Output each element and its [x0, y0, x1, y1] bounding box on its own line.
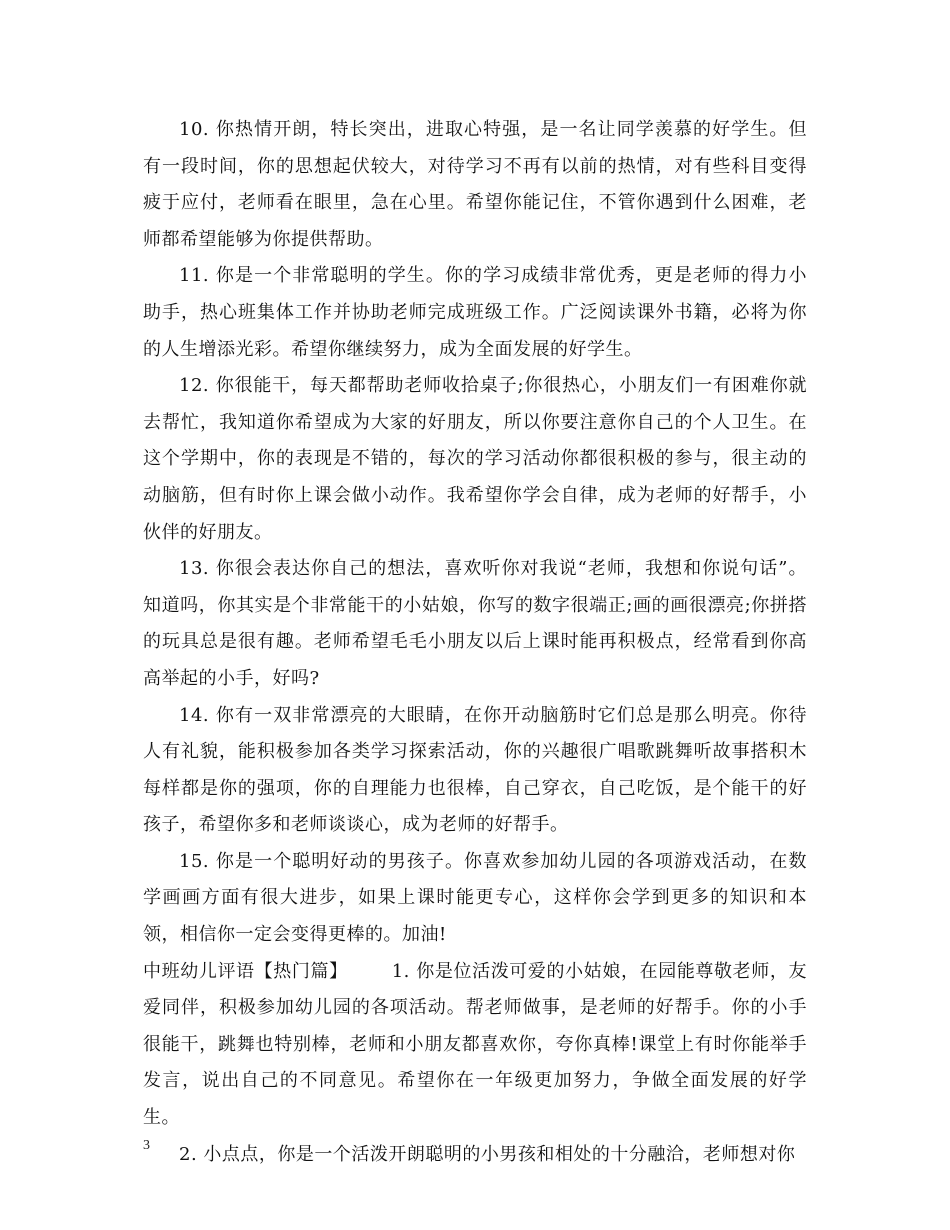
section-item-1: 1. 你是位活泼可爱的小姑娘，在园能尊敬老师，友爱同伴，积极参加幼儿园的各项活动。帮老师做事，是老师的好帮手。你的小手很能干，跳舞也特别棒，老师和小朋友都喜欢你，夸你真棒!课堂上有时你能举手发言，说出自己的不同意见。希望你在一年级更加努力，争做全面发展的好学生。	[143, 960, 807, 1129]
comment-paragraph-15: 15. 你是一个聪明好动的男孩子。你喜欢参加幼儿园的各项游戏活动，在数学画画方面有很大进步，如果上课时能更专心，这样你会学到更多的知识和本领，相信你一定会变得更棒的。加油!	[143, 850, 807, 946]
comment-paragraph-14: 14. 你有一双非常漂亮的大眼睛，在你开动脑筋时它们总是那么明亮。你待人有礼貌，能积极参加各类学习探索活动，你的兴趣很广唱歌跳舞听故事搭积木每样都是你的强项，你的自理能力也很棒，自己穿衣，自己吃饭，是个能干的好孩子，希望你多和老师谈谈心，成为老师的好帮手。	[143, 704, 807, 836]
section-item-2: 2. 小点点，你是一个活泼开朗聪明的小男孩和相处的十分融洽，老师想对你	[179, 1143, 796, 1165]
page-number: 3	[143, 1138, 150, 1153]
comment-paragraph-12: 12. 你很能干，每天都帮助老师收拾桌子;你很热心，小朋友们一有困难你就去帮忙，我知道你希望成为大家的好朋友，所以你要注意你自己的个人卫生。在这个学期中，你的表现是不错的，每次的学习活动你都很积极的参与，很主动的动脑筋，但有时你上课会做小动作。我希望你学会自律，成为老师的好帮手，小伙伴的好朋友。	[143, 375, 807, 543]
section-paragraph	[143, 954, 807, 1137]
comment-paragraph-11: 11. 你是一个非常聪明的学生。你的学习成绩非常优秀，更是老师的得力小助手，热心班集体工作并协助老师完成班级工作。广泛阅读课外书籍，必将为你的人生增添光彩。希望你继续努力，成为全面发展的好学生。	[143, 265, 807, 360]
document-body	[143, 112, 807, 1173]
section-heading: 中班幼儿评语【热门篇】	[143, 960, 348, 982]
comment-paragraph-10: 10. 你热情开朗，特长突出，进取心特强，是一名让同学羡慕的好学生。但有一段时间，你的思想起伏较大，对待学习不再有以前的热情，对有些科目变得疲于应付，老师看在眼里，急在心里。希望你能记住，不管你遇到什么困难，老师都希望能够为你提供帮助。	[143, 119, 807, 250]
comment-paragraph-13: 13. 你很会表达你自己的想法，喜欢听你对我说“老师，我想和你说句话”。知道吗，你其实是个非常能干的小姑娘，你写的数字很端正;画的画很漂亮;你拼搭的玩具总是很有趣。老师希望毛毛小朋友以后上课时能再积极点，经常看到你高高举起的小手，好吗?	[143, 558, 807, 689]
